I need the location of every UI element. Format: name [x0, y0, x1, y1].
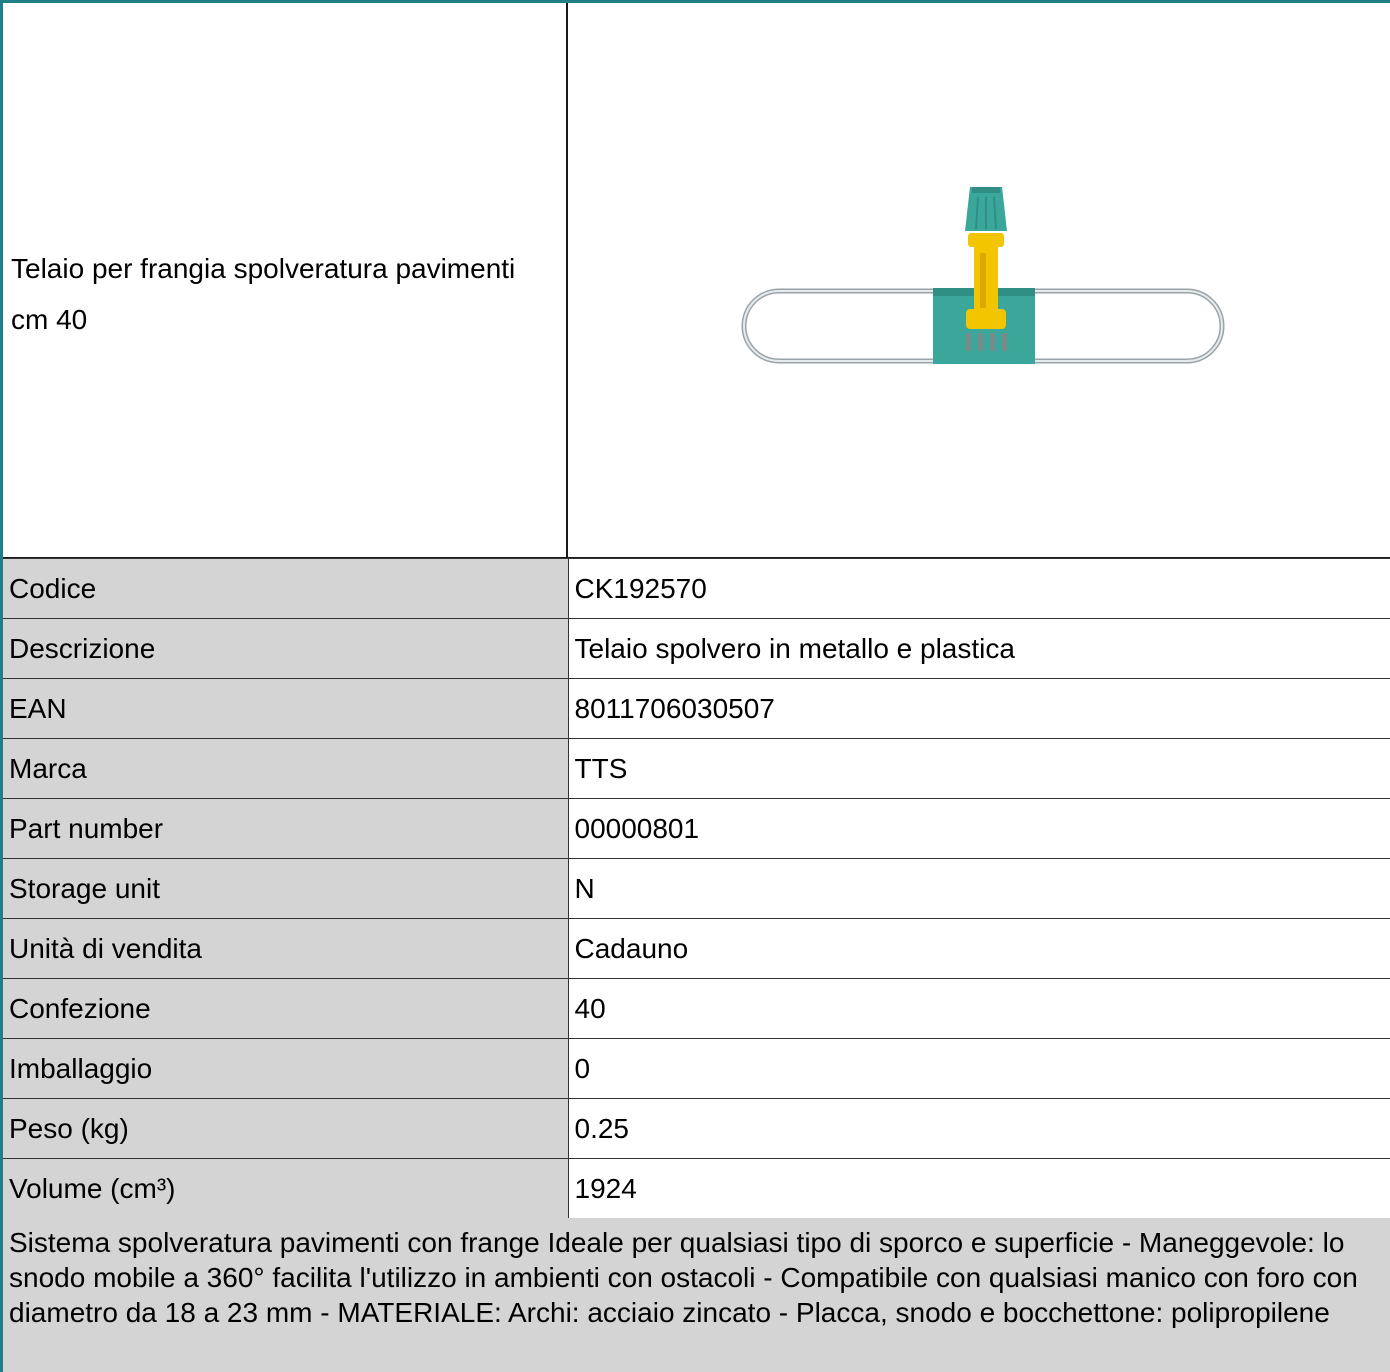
spec-value: 0.25 — [568, 1099, 1390, 1159]
spec-value: TTS — [568, 739, 1390, 799]
spec-row-volume — [3, 1159, 1390, 1219]
spec-label: Confezione — [3, 979, 568, 1039]
spec-label: Unità di vendita — [3, 919, 568, 979]
spec-row-confezione — [3, 979, 1390, 1039]
spec-label: Part number — [3, 799, 568, 859]
spec-value: 00000801 — [568, 799, 1390, 859]
spec-value: N — [568, 859, 1390, 919]
product-header-row — [3, 3, 1390, 558]
product-title: Telaio per frangia spolveratura pavimenti cm 40 — [11, 253, 516, 335]
spec-row-codice — [3, 559, 1390, 619]
spec-row-ean — [3, 679, 1390, 739]
spec-value: 40 — [568, 979, 1390, 1039]
spec-label: Volume (cm³) — [3, 1159, 568, 1219]
spec-label: EAN — [3, 679, 568, 739]
spec-row-descrizione — [3, 619, 1390, 679]
spec-row-storage-unit — [3, 859, 1390, 919]
floor-mop-frame-icon — [738, 183, 1228, 368]
spec-value: 8011706030507 — [568, 679, 1390, 739]
spec-label: Peso (kg) — [3, 1099, 568, 1159]
spec-value: Telaio spolvero in metallo e plastica — [568, 619, 1390, 679]
spec-row-imballaggio — [3, 1039, 1390, 1099]
spec-label: Codice — [3, 559, 568, 619]
spec-value: 0 — [568, 1039, 1390, 1099]
spec-label: Marca — [3, 739, 568, 799]
product-image-cell — [568, 3, 1390, 558]
product-title-cell — [3, 3, 568, 558]
spec-value: CK192570 — [568, 559, 1390, 619]
spec-label: Imballaggio — [3, 1039, 568, 1099]
spec-label: Storage unit — [3, 859, 568, 919]
spec-value: Cadauno — [568, 919, 1390, 979]
spec-value: 1924 — [568, 1159, 1390, 1219]
spec-row-part-number — [3, 799, 1390, 859]
spec-row-marca — [3, 739, 1390, 799]
spec-label: Descrizione — [3, 619, 568, 679]
spec-row-peso — [3, 1099, 1390, 1159]
spec-row-unita-di-vendita — [3, 919, 1390, 979]
specs-table — [3, 558, 1390, 1219]
product-description: Sistema spolveratura pavimenti con frange Ideale per qualsiasi tipo di sporco e superficie - Maneggevole: lo snodo mobile a 360° facilita l'utilizzo in ambienti con ostacoli - Compatibile con qualsiasi manico con foro con diametro da 18 a 23 mm - MATERIALE: Archi: acciaio zincato - Placca, snodo e bocchettone: polipropilene — [3, 1218, 1390, 1372]
